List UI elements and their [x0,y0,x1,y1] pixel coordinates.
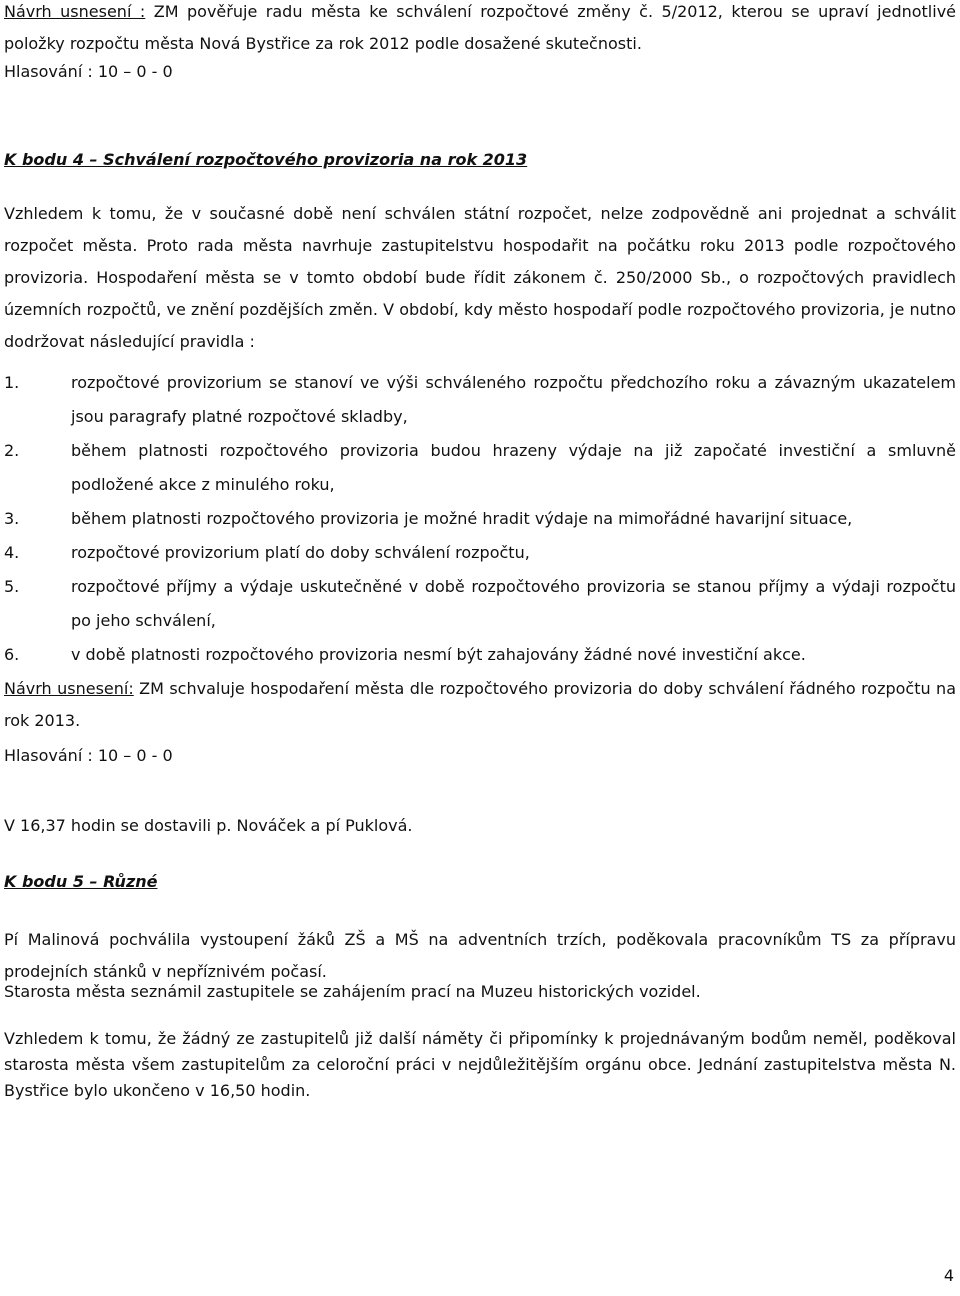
vote-result-2: Hlasování : 10 – 0 - 0 [4,746,173,765]
list-item-number: 4. [4,543,20,562]
resolution-text: ZM pověřuje radu města ke schválení rozpočtové změny č. 5/2012, kterou se upraví jednotlivé položky rozpočtu města Nová Bystřice za rok 2012 podle dosažené skutečnosti. [4,2,957,53]
vote-result-1: Hlasování : 10 – 0 - 0 [4,62,173,81]
resolution-label: Návrh usnesení: [4,679,134,698]
list-item-number: 2. [4,441,20,460]
list-item-text: v době platnosti rozpočtového provizoria nesmí být zahajovány žádné nové investiční akce. [71,645,806,664]
section-heading-4: K bodu 4 – Schválení rozpočtového provizoria na rok 2013 [4,150,528,169]
list-item-text: rozpočtové provizorium se stanoví ve výši schváleného rozpočtu předchozího roku a závazným ukazatelem jsou paragrafy platné rozpočtové skladby, [71,373,956,426]
section-heading-5: K bodu 5 – Různé [4,872,158,891]
list-item-number: 1. [4,373,20,392]
list-item-number: 5. [4,577,20,596]
list-item-text: během platnosti rozpočtového provizoria budou hrazeny výdaje na již započaté investiční a smluvně podložené akce z minulého roku, [71,441,956,494]
list-item-number: 3. [4,509,20,528]
section-4-paragraph: Vzhledem k tomu, že v současné době není schválen státní rozpočet, nelze zodpovědně ani projednat a schválit rozpočet města. Proto rada města navrhuje zastupitelstvu hospodařit na počátku roku 2013 podle rozpočtového provizoria. Hospodaření města se v tomto období bude řídit zákonem č. 250/2000 Sb., o rozpočtových pravidlech územních rozpočtů, ve znění pozdějších změn. V období, kdy město hospodaří podle rozpočtového provizoria, je nutno dodržovat následující pravidla : [4,204,956,351]
list-item-text: během platnosti rozpočtového provizoria je možné hradit výdaje na mimořádné havarijní situace, [71,509,853,528]
page-number: 4 [943,1266,954,1285]
list-item-text: rozpočtové příjmy a výdaje uskutečněné v době rozpočtového provizoria se stanou příjmy a výdaji rozpočtu po jeho schválení, [71,577,956,630]
resolution-proposal-2 [4,673,956,737]
resolution-text: ZM schvaluje hospodaření města dle rozpočtového provizoria do doby schválení řádného rozpočtu na rok 2013. [4,679,957,730]
section-5-paragraph-3: Vzhledem k tomu, že žádný ze zastupitelů již další náměty či připomínky k projednávaným bodům neměl, poděkoval starosta města všem zastupitelům za celoroční práci v nejdůležitějším orgánu obce. Jednání zastupitelstva města N. Bystřice bylo ukončeno v 16,50 hodin. [4,1029,956,1100]
list-item-number: 6. [4,645,20,664]
arrival-note: V 16,37 hodin se dostavili p. Nováček a pí Puklová. [4,816,413,835]
resolution-proposal-1 [4,0,956,60]
resolution-label: Návrh usnesení : [4,2,146,21]
section-5-paragraph-2: Starosta města seznámil zastupitele se zahájením prací na Muzeu historických vozidel. [4,982,701,1001]
section-5-paragraph-1: Pí Malinová pochválila vystoupení žáků ZŠ a MŠ na adventních trzích, poděkovala pracovníkům TS za přípravu prodejních stánků v nepříznivém počasí. [4,930,956,981]
list-item-text: rozpočtové provizorium platí do doby schválení rozpočtu, [71,543,530,562]
